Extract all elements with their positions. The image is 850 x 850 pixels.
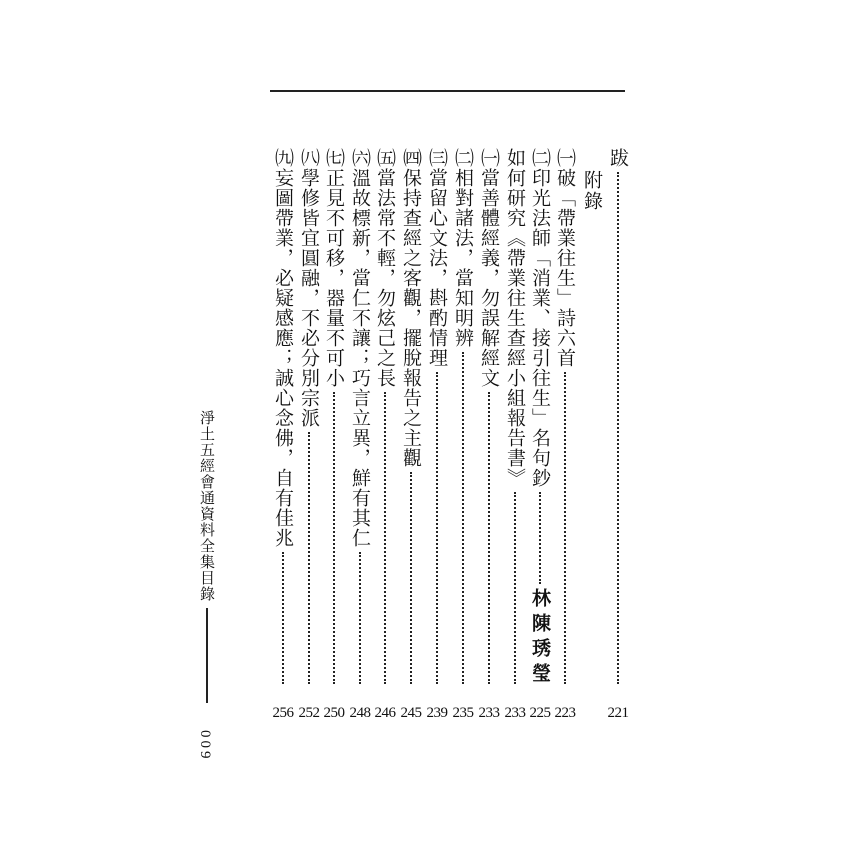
toc-entry-author: 林陳琇瑩 bbox=[529, 588, 551, 688]
toc-entry[interactable] bbox=[553, 148, 577, 688]
toc-entry-postscript[interactable] bbox=[606, 148, 630, 688]
toc-entry-text: ㈡相對諸法，當知明辨 bbox=[452, 148, 474, 348]
toc-page-number: 250 bbox=[323, 705, 345, 721]
leader-dots bbox=[359, 552, 361, 684]
toc-page-number: 235 bbox=[452, 705, 474, 721]
toc-page-number: 252 bbox=[298, 705, 320, 721]
leader-dots bbox=[514, 492, 516, 684]
toc-page-number: 245 bbox=[400, 705, 422, 721]
folio-number: 009 bbox=[197, 730, 213, 762]
leader-dots bbox=[282, 552, 284, 684]
leader-dots bbox=[308, 432, 310, 684]
toc-entry[interactable] bbox=[451, 148, 475, 688]
toc-entry[interactable] bbox=[503, 148, 527, 688]
toc-page-number: 233 bbox=[504, 705, 526, 721]
leader-dots bbox=[436, 372, 438, 684]
leader-dots bbox=[488, 392, 490, 684]
toc-page-number: 246 bbox=[374, 705, 396, 721]
toc-page-number: 248 bbox=[349, 705, 371, 721]
toc-entry-text: ㈢當留心文法，斟酌情理 bbox=[426, 148, 448, 368]
toc-entry-text: ㈠破「帶業往生」詩六首 bbox=[554, 148, 576, 368]
leader-dots bbox=[333, 392, 335, 684]
toc-entry-text: ㈡印光法師「消業、接引往生」名句鈔 bbox=[529, 148, 551, 488]
toc-entry-text: ㈤當法常不輕，勿炫己之長 bbox=[374, 148, 396, 388]
leader-dots bbox=[617, 172, 619, 684]
toc-entry[interactable] bbox=[425, 148, 449, 688]
header-rule bbox=[206, 608, 208, 703]
toc-entry-text: ㈨妄圖帶業，必疑感應；誠心念佛，自有佳兆 bbox=[272, 148, 294, 548]
toc-entry-text: ㈣保持查經之客觀，擺脫報告之主觀 bbox=[400, 148, 422, 468]
toc-page-number: 225 bbox=[529, 705, 551, 721]
toc-entry[interactable] bbox=[528, 148, 552, 688]
toc-entry[interactable] bbox=[348, 148, 372, 688]
toc-entry-text: ㈥溫故標新，當仁不讓；巧言立異，鮮有其仁 bbox=[349, 148, 371, 548]
leader-dots bbox=[539, 492, 541, 584]
toc-entry-text: ㈦正見不可移，器量不可小 bbox=[323, 148, 345, 388]
toc-entry[interactable] bbox=[399, 148, 423, 688]
toc-entry[interactable] bbox=[322, 148, 346, 688]
leader-dots bbox=[384, 392, 386, 684]
toc-page-number: 233 bbox=[478, 705, 500, 721]
toc-entry[interactable] bbox=[297, 148, 321, 688]
toc-entry-text: ㈠當善體經義，勿誤解經文 bbox=[478, 148, 500, 388]
toc-entry[interactable] bbox=[477, 148, 501, 688]
leader-dots bbox=[462, 352, 464, 684]
top-rule bbox=[270, 90, 625, 92]
toc-entry-text: 如何研究《帶業往生查經小組報告書》 bbox=[504, 148, 526, 488]
appendix-heading: 附錄 bbox=[581, 170, 603, 212]
toc-entry[interactable] bbox=[271, 148, 295, 688]
leader-dots bbox=[410, 472, 412, 684]
toc-page-number: 223 bbox=[554, 705, 576, 721]
leader-dots bbox=[564, 372, 566, 684]
toc-entry[interactable] bbox=[373, 148, 397, 688]
toc-entry-text: 跋 bbox=[607, 148, 629, 168]
toc-page-number: 221 bbox=[607, 705, 629, 721]
running-header-title: 淨土五經會通資料全集目錄 bbox=[198, 410, 216, 602]
toc-page-number: 239 bbox=[426, 705, 448, 721]
toc-page-number: 256 bbox=[272, 705, 294, 721]
toc-entry-text: ㈧學修皆宜圓融，不必分別宗派 bbox=[298, 148, 320, 428]
